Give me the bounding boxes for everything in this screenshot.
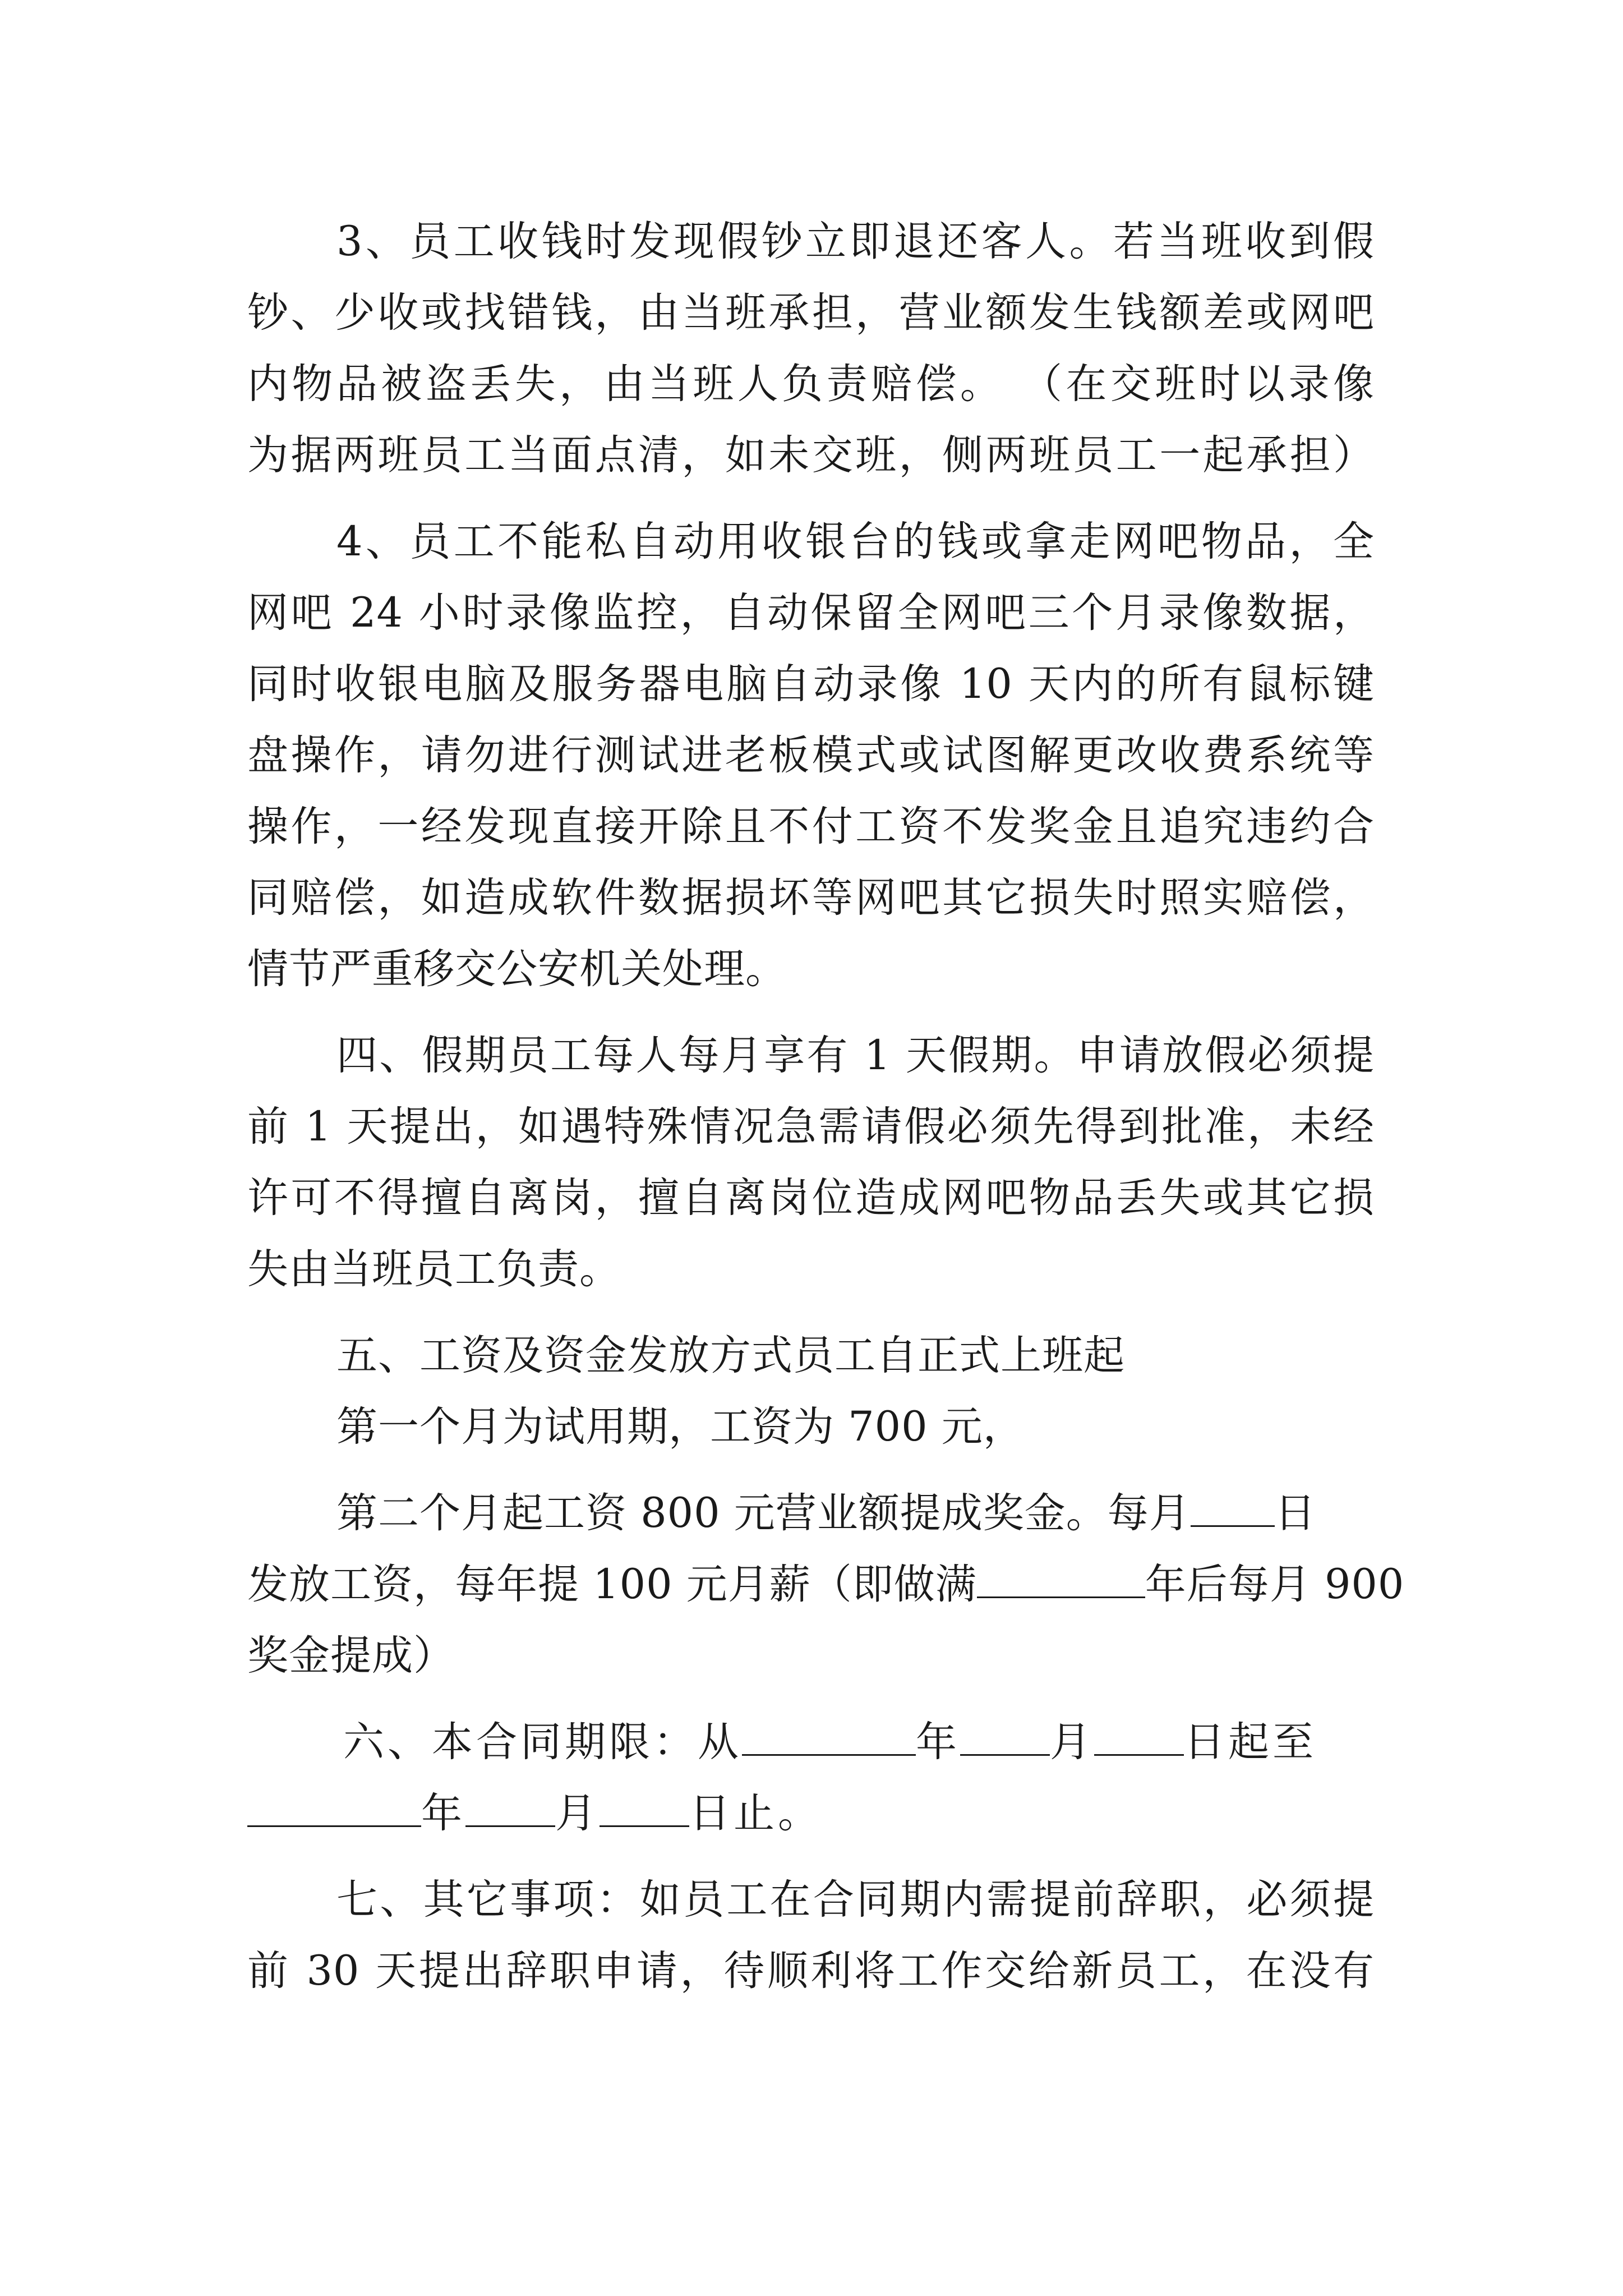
- section-heading: 五、工资及资金发放方式员工自正式上班起: [336, 1332, 1125, 1379]
- start-year-blank[interactable]: [742, 1719, 916, 1756]
- salary-text: 年后每月 900: [1145, 1561, 1405, 1608]
- paragraph-line: 奖金提成）: [247, 1632, 455, 1680]
- paragraph-line: 七、其它事项：如员工在合同期内需提前辞职，必须提: [336, 1876, 1375, 1924]
- salary-text: 日: [1274, 1489, 1316, 1537]
- paragraph-line: 许可不得擅自离岗，擅自离岗位造成网吧物品丢失或其它损: [247, 1174, 1375, 1222]
- paragraph-line: 同赔偿，如造成软件数据损坏等网吧其它损失时照实赔偿，: [247, 874, 1375, 922]
- paragraph-line: 网吧 24 小时录像监控，自动保留全网吧三个月录像数据，: [247, 589, 1375, 637]
- paragraph-line: 4、员工不能私自动用收银台的钱或拿走网吧物品，全: [336, 518, 1375, 565]
- salary-text: 发放工资，每年提 100 元月薪（即做满: [247, 1561, 977, 1608]
- years-blank[interactable]: [977, 1562, 1145, 1598]
- paragraph-line: 第一个月为试用期，工资为 700 元，: [336, 1403, 1025, 1451]
- paragraph-line: 前 1 天提出，如遇特殊情况急需请假必须先得到批准，未经: [247, 1103, 1375, 1151]
- paragraph-line: 情节严重移交公安机关处理。: [247, 945, 787, 993]
- start-month-blank[interactable]: [960, 1719, 1050, 1756]
- paragraph-line: 内物品被盗丢失，由当班人负责赔偿。 （在交班时以录像: [247, 360, 1375, 408]
- salary-text: 第二个月起工资 800 元营业额提成奖金。每月: [336, 1489, 1191, 1537]
- term-text: 日起至: [1184, 1718, 1317, 1766]
- term-text: 月: [1050, 1718, 1094, 1766]
- paragraph-line: 失由当班员工负责。: [247, 1245, 621, 1293]
- end-month-blank[interactable]: [465, 1791, 555, 1827]
- term-text: 月: [555, 1789, 600, 1837]
- paragraph-line: 钞、少收或找错钱，由当班承担，营业额发生钱额差或网吧: [247, 289, 1375, 337]
- start-day-blank[interactable]: [1094, 1719, 1184, 1756]
- paragraph-line: 前 30 天提出辞职申请，待顺利将工作交给新员工，在没有: [247, 1947, 1375, 1995]
- paragraph-line: 3、员工收钱时发现假钞立即退还客人。若当班收到假: [336, 218, 1375, 265]
- paragraph-line: 四、假期员工每人每月享有 1 天假期。申请放假必须提: [336, 1032, 1375, 1079]
- term-text: 日止。: [689, 1789, 822, 1837]
- paragraph-line: 为据两班员工当面点清，如未交班，侧两班员工一起承担）: [247, 431, 1375, 479]
- salary-line: [336, 1485, 1375, 1542]
- term-text: 年: [916, 1718, 960, 1766]
- end-year-blank[interactable]: [247, 1791, 421, 1827]
- term-text: 六、本合同期限：从: [343, 1718, 742, 1766]
- day-blank[interactable]: [1191, 1490, 1275, 1527]
- paragraph-line: 同时收银电脑及服务器电脑自动录像 10 天内的所有鼠标键: [247, 660, 1375, 708]
- term-line: [343, 1714, 1375, 1770]
- paragraph-line: 盘操作，请勿进行测试进老板模式或试图解更改收费系统等: [247, 731, 1375, 779]
- term-text: 年: [421, 1789, 465, 1837]
- end-day-blank[interactable]: [600, 1791, 689, 1827]
- paragraph-line: 操作，一经发现直接开除且不付工资不发奖金且追究违约合: [247, 803, 1375, 850]
- salary-line: [247, 1557, 1405, 1613]
- term-line: [247, 1786, 1375, 1842]
